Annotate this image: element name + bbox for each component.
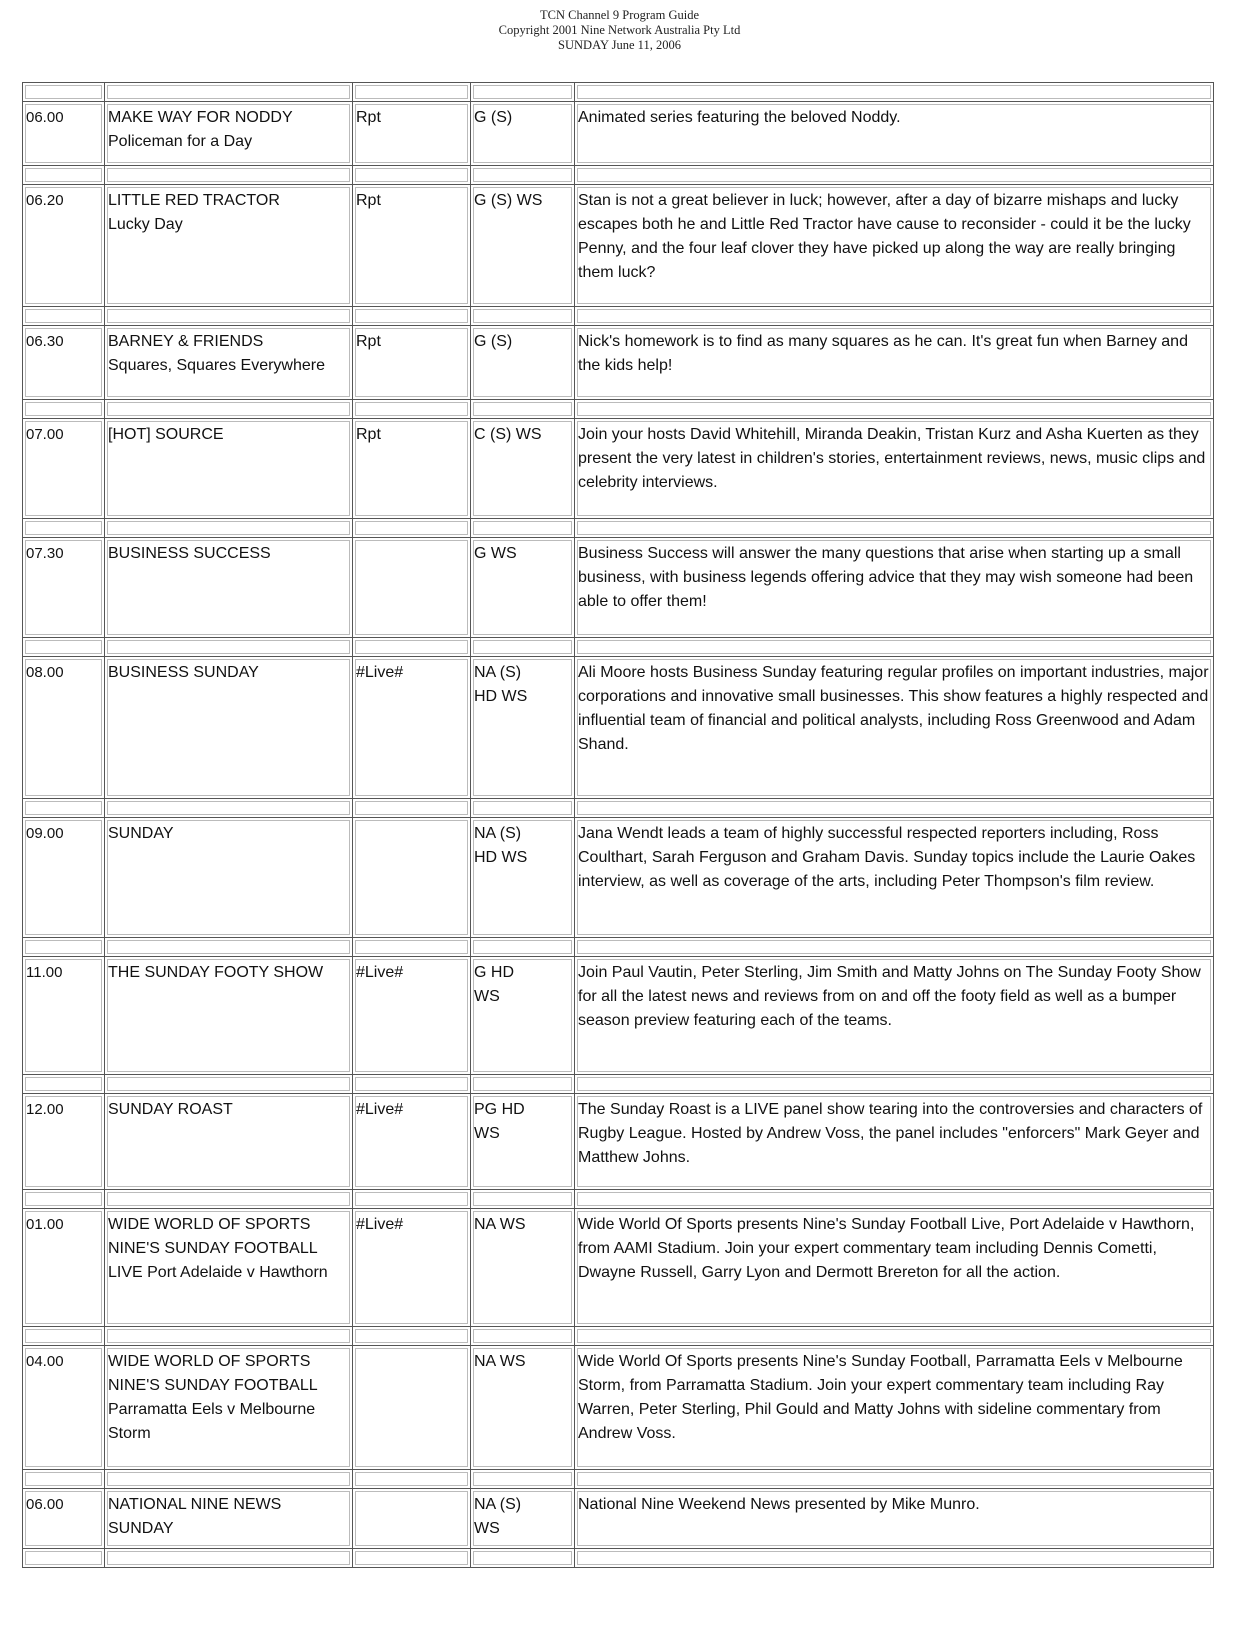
separator-cell bbox=[575, 1549, 1214, 1568]
separator-cell bbox=[353, 307, 471, 326]
repeat-live-flag bbox=[353, 538, 471, 638]
program-row bbox=[23, 818, 1214, 938]
program-time-text: 06.30 bbox=[26, 333, 64, 350]
separator-cell bbox=[105, 638, 353, 657]
row-separator bbox=[23, 166, 1214, 185]
program-title: BUSINESS SUCCESS bbox=[108, 545, 271, 562]
separator-cell bbox=[575, 1190, 1214, 1209]
separator-cell bbox=[105, 307, 353, 326]
program-title-cell bbox=[105, 1346, 353, 1470]
program-description: National Nine Weekend News presented by Mike Munro. bbox=[578, 1496, 980, 1513]
rating-cell bbox=[471, 1094, 575, 1190]
separator-cell bbox=[471, 1190, 575, 1209]
separator-cell bbox=[105, 938, 353, 957]
program-time bbox=[23, 818, 105, 938]
separator-cell bbox=[105, 799, 353, 818]
separator-cell bbox=[575, 307, 1214, 326]
separator-cell bbox=[575, 1327, 1214, 1346]
program-description-cell bbox=[575, 1346, 1214, 1470]
separator-cell bbox=[23, 166, 105, 185]
program-title-cell bbox=[105, 102, 353, 166]
program-description: Wide World Of Sports presents Nine's Sunday Football Live, Port Adelaide v Hawthorn, from AAMI Stadium. Join your expert commentary team including Dennis Cometti, Dwayne Russell, Garry Lyon and Dermott Brereton for all the action. bbox=[578, 1216, 1195, 1281]
row-separator bbox=[23, 1190, 1214, 1209]
program-description: Wide World Of Sports presents Nine's Sunday Football, Parramatta Eels v Melbourne Storm, from Parramatta Stadium. Join your expert commentary team including Ray Warren, Peter Sterling, Phil Gould and Matty Johns with sideline commentary from Andrew Voss. bbox=[578, 1353, 1183, 1442]
separator-cell bbox=[353, 1327, 471, 1346]
separator-cell bbox=[23, 1327, 105, 1346]
guide-title: TCN Channel 9 Program Guide bbox=[539, 8, 699, 22]
separator-cell bbox=[575, 166, 1214, 185]
separator-cell bbox=[471, 799, 575, 818]
broadcast-format: HD WS bbox=[474, 688, 528, 705]
program-row bbox=[23, 1346, 1214, 1470]
repeat-live-text: Rpt bbox=[356, 109, 381, 126]
program-time bbox=[23, 185, 105, 307]
program-time-text: 01.00 bbox=[26, 1216, 64, 1233]
separator-cell bbox=[575, 400, 1214, 419]
program-title: [HOT] SOURCE bbox=[108, 426, 224, 443]
document-header bbox=[0, 8, 1239, 53]
program-time-text: 06.00 bbox=[26, 1496, 64, 1513]
episode-title: Lucky Day bbox=[108, 216, 183, 233]
program-row bbox=[23, 1094, 1214, 1190]
program-title-cell bbox=[105, 419, 353, 519]
separator-cell bbox=[353, 519, 471, 538]
row-separator bbox=[23, 938, 1214, 957]
separator-cell bbox=[575, 799, 1214, 818]
program-row bbox=[23, 102, 1214, 166]
program-time bbox=[23, 538, 105, 638]
program-time bbox=[23, 326, 105, 400]
program-description: Business Success will answer the many questions that arise when starting up a small business, with business legends offering advice that they may wish someone had been able to offer them! bbox=[578, 545, 1194, 610]
row-separator bbox=[23, 1327, 1214, 1346]
separator-cell bbox=[575, 638, 1214, 657]
program-row bbox=[23, 185, 1214, 307]
separator-cell bbox=[23, 400, 105, 419]
row-separator bbox=[23, 83, 1214, 102]
program-row bbox=[23, 326, 1214, 400]
separator-cell bbox=[471, 1470, 575, 1489]
repeat-live-text: #Live# bbox=[356, 1216, 404, 1233]
program-title-cell bbox=[105, 957, 353, 1075]
rating-cell bbox=[471, 1489, 575, 1549]
separator-cell bbox=[353, 1075, 471, 1094]
separator-cell bbox=[471, 938, 575, 957]
program-row bbox=[23, 957, 1214, 1075]
separator-cell bbox=[353, 400, 471, 419]
classification-rating: PG HD bbox=[474, 1101, 525, 1118]
separator-cell bbox=[23, 1190, 105, 1209]
program-description: Stan is not a great believer in luck; however, after a day of bizarre mishaps and lucky escapes both he and Little Red Tractor have cause to reconsider - could it be the lucky Penny, and the four leaf clover they have picked up along the way are really bringing them luck? bbox=[578, 192, 1191, 281]
classification-rating: G WS bbox=[474, 545, 517, 562]
program-description-cell bbox=[575, 957, 1214, 1075]
rating-cell bbox=[471, 326, 575, 400]
separator-cell bbox=[23, 638, 105, 657]
rating-cell bbox=[471, 657, 575, 799]
broadcast-format: WS bbox=[474, 988, 500, 1005]
copyright-line: Copyright 2001 Nine Network Australia Pty Ltd bbox=[498, 23, 741, 37]
program-row bbox=[23, 1489, 1214, 1549]
repeat-live-flag bbox=[353, 1209, 471, 1327]
program-description-cell bbox=[575, 538, 1214, 638]
program-title-cell bbox=[105, 538, 353, 638]
classification-rating: NA WS bbox=[474, 1216, 526, 1233]
program-time bbox=[23, 657, 105, 799]
program-description-cell bbox=[575, 185, 1214, 307]
program-time-text: 09.00 bbox=[26, 825, 64, 842]
classification-rating: G HD bbox=[474, 964, 514, 981]
program-guide-body bbox=[23, 83, 1214, 1568]
repeat-live-text: #Live# bbox=[356, 664, 404, 681]
program-title: BUSINESS SUNDAY bbox=[108, 664, 259, 681]
program-row bbox=[23, 538, 1214, 638]
program-time bbox=[23, 1346, 105, 1470]
separator-cell bbox=[23, 1549, 105, 1568]
row-separator bbox=[23, 799, 1214, 818]
repeat-live-flag bbox=[353, 818, 471, 938]
program-row bbox=[23, 1209, 1214, 1327]
rating-cell bbox=[471, 185, 575, 307]
separator-cell bbox=[23, 799, 105, 818]
separator-cell bbox=[105, 1549, 353, 1568]
episode-title: Parramatta Eels v Melbourne Storm bbox=[108, 1401, 316, 1442]
program-description-cell bbox=[575, 1489, 1214, 1549]
program-title-cell bbox=[105, 326, 353, 400]
rating-cell bbox=[471, 102, 575, 166]
separator-cell bbox=[575, 519, 1214, 538]
program-time bbox=[23, 102, 105, 166]
separator-cell bbox=[471, 1327, 575, 1346]
program-title: BARNEY & FRIENDS bbox=[108, 333, 264, 350]
rating-cell bbox=[471, 1209, 575, 1327]
program-description: Join Paul Vautin, Peter Sterling, Jim Smith and Matty Johns on The Sunday Footy Show for all the latest news and reviews from on and off the footy field as well as a bumper season preview featuring each of the teams. bbox=[578, 964, 1201, 1029]
separator-cell bbox=[105, 1190, 353, 1209]
separator-cell bbox=[23, 1470, 105, 1489]
separator-cell bbox=[23, 307, 105, 326]
classification-rating: NA (S) bbox=[474, 1496, 522, 1513]
program-time-text: 04.00 bbox=[26, 1353, 64, 1370]
program-time-text: 11.00 bbox=[26, 964, 63, 981]
separator-cell bbox=[105, 400, 353, 419]
separator-cell bbox=[353, 83, 471, 102]
repeat-live-flag bbox=[353, 102, 471, 166]
program-description-cell bbox=[575, 818, 1214, 938]
rating-cell bbox=[471, 538, 575, 638]
row-separator bbox=[23, 638, 1214, 657]
repeat-live-flag bbox=[353, 326, 471, 400]
classification-rating: NA (S) bbox=[474, 664, 522, 681]
program-description-cell bbox=[575, 326, 1214, 400]
separator-cell bbox=[353, 1190, 471, 1209]
program-description: Jana Wendt leads a team of highly successful respected reporters including, Ross Coulthart, Sarah Ferguson and Graham Davis. Sunday topics include the Laurie Oakes interview, as well as coverage of the arts, including Peter Thompson's film review. bbox=[578, 825, 1196, 890]
program-description-cell bbox=[575, 102, 1214, 166]
program-title-cell bbox=[105, 1489, 353, 1549]
program-title: LITTLE RED TRACTOR bbox=[108, 192, 280, 209]
row-separator bbox=[23, 307, 1214, 326]
separator-cell bbox=[471, 638, 575, 657]
separator-cell bbox=[575, 1075, 1214, 1094]
separator-cell bbox=[575, 83, 1214, 102]
rating-cell bbox=[471, 1346, 575, 1470]
program-description: Animated series featuring the beloved Noddy. bbox=[578, 109, 901, 126]
rating-cell bbox=[471, 957, 575, 1075]
separator-cell bbox=[105, 1075, 353, 1094]
separator-cell bbox=[23, 519, 105, 538]
separator-cell bbox=[353, 1549, 471, 1568]
classification-rating: NA WS bbox=[474, 1353, 526, 1370]
program-description: Join your hosts David Whitehill, Miranda Deakin, Tristan Kurz and Asha Kuerten as they present the very latest in children's stories, entertainment reviews, news, music clips and celebrity interviews. bbox=[578, 426, 1206, 491]
program-description-cell bbox=[575, 657, 1214, 799]
repeat-live-flag bbox=[353, 185, 471, 307]
row-separator bbox=[23, 1470, 1214, 1489]
classification-rating: C (S) WS bbox=[474, 426, 542, 443]
program-title-cell bbox=[105, 657, 353, 799]
separator-cell bbox=[105, 1470, 353, 1489]
broadcast-format: HD WS bbox=[474, 849, 528, 866]
program-title: WIDE WORLD OF SPORTS NINE'S SUNDAY FOOTBALL LIVE Port Adelaide v Hawthorn bbox=[108, 1216, 328, 1281]
classification-rating: G (S) WS bbox=[474, 192, 543, 209]
guide-date: SUNDAY June 11, 2006 bbox=[558, 38, 681, 52]
separator-cell bbox=[23, 1075, 105, 1094]
repeat-live-text: #Live# bbox=[356, 1101, 404, 1118]
row-separator bbox=[23, 1549, 1214, 1568]
broadcast-format: WS bbox=[474, 1125, 500, 1142]
row-separator bbox=[23, 1075, 1214, 1094]
program-title: SUNDAY bbox=[108, 825, 174, 842]
program-description-cell bbox=[575, 419, 1214, 519]
program-time bbox=[23, 419, 105, 519]
program-time-text: 08.00 bbox=[26, 664, 64, 681]
program-time bbox=[23, 1209, 105, 1327]
separator-cell bbox=[471, 1075, 575, 1094]
separator-cell bbox=[23, 938, 105, 957]
program-time-text: 06.00 bbox=[26, 109, 64, 126]
classification-rating: NA (S) bbox=[474, 825, 522, 842]
separator-cell bbox=[23, 83, 105, 102]
program-time-text: 12.00 bbox=[26, 1101, 64, 1118]
program-time-text: 07.30 bbox=[26, 545, 64, 562]
separator-cell bbox=[471, 166, 575, 185]
program-guide-table bbox=[22, 82, 1214, 1568]
row-separator bbox=[23, 400, 1214, 419]
separator-cell bbox=[471, 307, 575, 326]
separator-cell bbox=[105, 519, 353, 538]
rating-cell bbox=[471, 419, 575, 519]
program-time-text: 06.20 bbox=[26, 192, 64, 209]
program-time bbox=[23, 1489, 105, 1549]
program-time-text: 07.00 bbox=[26, 426, 64, 443]
program-title-cell bbox=[105, 1209, 353, 1327]
episode-title: Squares, Squares Everywhere bbox=[108, 357, 325, 374]
separator-cell bbox=[105, 83, 353, 102]
program-time bbox=[23, 1094, 105, 1190]
program-title: WIDE WORLD OF SPORTS NINE'S SUNDAY FOOTBALL bbox=[108, 1353, 318, 1394]
separator-cell bbox=[353, 938, 471, 957]
program-description-cell bbox=[575, 1209, 1214, 1327]
program-description: Nick's homework is to find as many squares as he can. It's great fun when Barney and the kids help! bbox=[578, 333, 1188, 374]
program-title: SUNDAY ROAST bbox=[108, 1101, 233, 1118]
broadcast-format: WS bbox=[474, 1520, 500, 1537]
program-title: MAKE WAY FOR NODDY bbox=[108, 109, 293, 126]
separator-cell bbox=[575, 938, 1214, 957]
repeat-live-flag bbox=[353, 1489, 471, 1549]
classification-rating: G (S) bbox=[474, 109, 513, 126]
row-separator bbox=[23, 519, 1214, 538]
program-time bbox=[23, 957, 105, 1075]
separator-cell bbox=[575, 1470, 1214, 1489]
separator-cell bbox=[353, 1470, 471, 1489]
program-row bbox=[23, 419, 1214, 519]
program-row bbox=[23, 657, 1214, 799]
program-title-cell bbox=[105, 1094, 353, 1190]
separator-cell bbox=[471, 1549, 575, 1568]
separator-cell bbox=[353, 638, 471, 657]
repeat-live-flag bbox=[353, 957, 471, 1075]
separator-cell bbox=[353, 166, 471, 185]
separator-cell bbox=[471, 519, 575, 538]
program-description-cell bbox=[575, 1094, 1214, 1190]
repeat-live-flag bbox=[353, 419, 471, 519]
separator-cell bbox=[471, 400, 575, 419]
separator-cell bbox=[105, 1327, 353, 1346]
program-title-cell bbox=[105, 185, 353, 307]
program-description: The Sunday Roast is a LIVE panel show tearing into the controversies and characters of Rugby League. Hosted by Andrew Voss, the panel includes "enforcers" Mark Geyer and Matthew Johns. bbox=[578, 1101, 1203, 1166]
classification-rating: G (S) bbox=[474, 333, 513, 350]
separator-cell bbox=[471, 83, 575, 102]
rating-cell bbox=[471, 818, 575, 938]
separator-cell bbox=[105, 166, 353, 185]
repeat-live-text: #Live# bbox=[356, 964, 404, 981]
repeat-live-text: Rpt bbox=[356, 192, 381, 209]
program-description: Ali Moore hosts Business Sunday featuring regular profiles on important industries, major corporations and innovative small businesses. This show features a highly respected and influential team of financial and political analysts, including Ross Greenwood and Adam Shand. bbox=[578, 664, 1209, 753]
program-title-cell bbox=[105, 818, 353, 938]
repeat-live-flag bbox=[353, 1346, 471, 1470]
repeat-live-flag bbox=[353, 1094, 471, 1190]
repeat-live-flag bbox=[353, 657, 471, 799]
program-title: THE SUNDAY FOOTY SHOW bbox=[108, 964, 324, 981]
program-title: NATIONAL NINE NEWS SUNDAY bbox=[108, 1496, 282, 1537]
repeat-live-text: Rpt bbox=[356, 426, 381, 443]
repeat-live-text: Rpt bbox=[356, 333, 381, 350]
separator-cell bbox=[353, 799, 471, 818]
episode-title: Policeman for a Day bbox=[108, 133, 253, 150]
